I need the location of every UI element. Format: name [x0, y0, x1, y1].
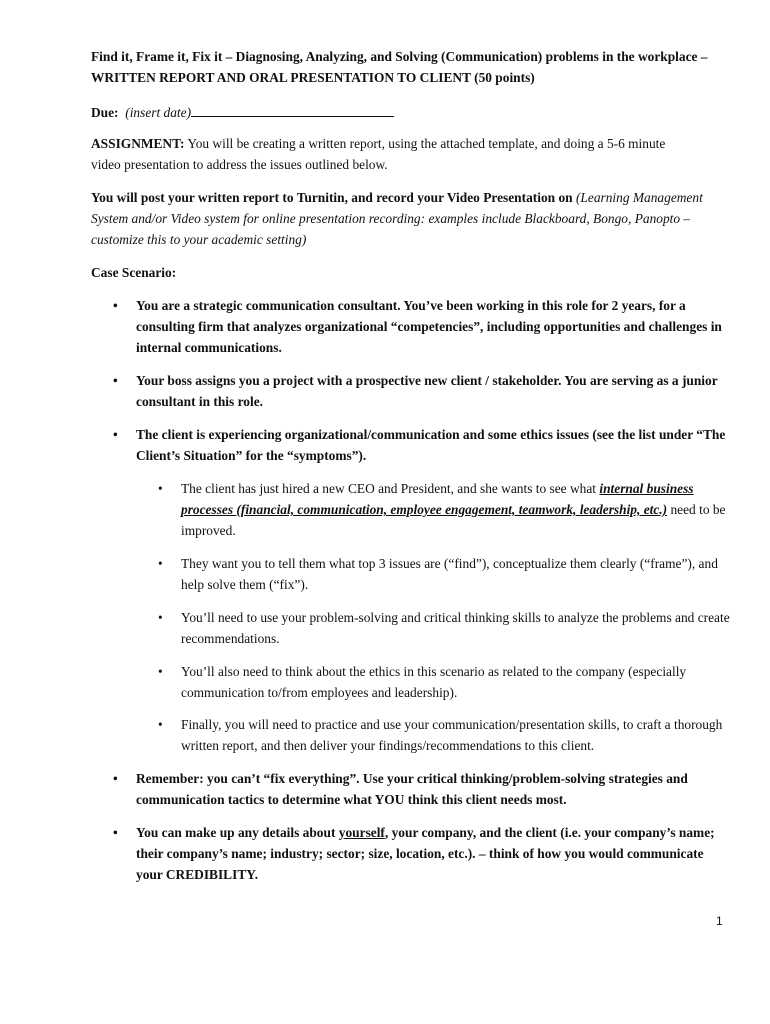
bullet-dot: •	[158, 610, 163, 625]
sub-bullet-text: Finally, you will need to practice and use your communication/presentation skills, to craft a thorough written report, and then deliver your findings/recommendations to this client.	[181, 717, 723, 753]
bullet-dot: •	[158, 481, 163, 496]
bullet-item	[113, 822, 733, 885]
sub-bullet-text: They want you to tell them what top 3 issues are (“find”), conceptualize them clearly (“frame”), and help solve them (“fix”).	[181, 556, 718, 592]
sub-bullet-text-end: need to be improved.	[181, 502, 726, 538]
internal-processes-emphasis: internal business processes (financial, communication, employee engagement, teamwork, leadership, etc.)	[181, 481, 694, 517]
sub-bullet-text: You’ll also need to think about the ethics in this scenario as related to the company (especially communication to/from employees and leadership).	[181, 664, 687, 700]
sub-bullet-text-start: The client has just hired a new CEO and President, and she wants to see what	[181, 481, 597, 496]
post-italic-text: (Learning Management System and/or Video system for online presentation recording: examples include Blackboard, Bongo, Panopto – customize this to your academic setting)	[91, 190, 703, 247]
sub-bullet-item	[158, 714, 743, 756]
sub-bullet-text: You’ll need to use your problem-solving and critical thinking skills to analyze the problems and create recommendations.	[181, 610, 730, 646]
bullet-dot: •	[113, 298, 118, 313]
sub-bullet-item	[158, 661, 743, 703]
bullet-text: Your boss assigns you a project with a prospective new client / stakeholder. You are serving as a junior consultant in this role.	[136, 373, 718, 409]
due-label: Due:	[91, 105, 119, 120]
assignment-paragraph	[91, 133, 691, 175]
due-line	[91, 102, 741, 123]
bullet-dot: •	[158, 717, 163, 732]
bullet-item	[113, 370, 733, 412]
bullet-dot: •	[158, 556, 163, 571]
bullet-text-start: You can make up any details about	[136, 825, 336, 840]
bullet-text	[136, 822, 733, 885]
bullet-text-end: , your company, and the client (i.e. your company’s name; their company’s name; industry; sector; size, location, etc.). – think of how you would communicate your CREDIBILITY.	[136, 825, 715, 882]
bullet-dot: •	[113, 427, 118, 442]
assignment-label: ASSIGNMENT:	[91, 136, 185, 151]
bullet-item	[113, 295, 733, 358]
bullet-dot: •	[113, 771, 118, 786]
bullet-item	[113, 768, 733, 810]
bullet-dot: •	[113, 373, 118, 388]
sub-bullet-text	[181, 478, 743, 541]
bullet-dot: •	[113, 825, 118, 840]
sub-bullet-item	[158, 478, 743, 541]
bullet-text: Remember: you can’t “fix everything”. Use your critical thinking/problem-solving strategies and communication tactics to determine what YOU think this client needs most.	[136, 771, 688, 807]
document-title: Find it, Frame it, Fix it – Diagnosing, Analyzing, and Solving (Communication) problems in the workplace –WRITTEN REPORT AND ORAL PRESENTATION TO CLIENT (50 points)	[91, 49, 708, 85]
bullet-text: You are a strategic communication consultant. You’ve been working in this role for 2 years, for a consulting firm that analyzes organizational “competencies”, including opportunities and challenges in internal communications.	[136, 298, 722, 355]
case-scenario-heading: Case Scenario:	[91, 265, 177, 280]
sub-bullet-item	[158, 553, 743, 595]
post-paragraph	[91, 187, 741, 250]
due-value: (insert date)	[125, 105, 192, 120]
page-number: 1	[716, 914, 723, 928]
due-blank-line	[191, 102, 394, 117]
sub-bullet-item	[158, 607, 743, 649]
post-bold-text: You will post your written report to Turnitin, and record your Video Presentation on	[91, 190, 573, 205]
bullet-item	[113, 424, 733, 466]
bullet-dot: •	[158, 664, 163, 679]
assignment-text: You will be creating a written report, using the attached template, and doing a 5-6 minute video presentation to address the issues outlined below.	[91, 136, 666, 172]
bullet-text: The client is experiencing organizational/communication and some ethics issues (see the list under “The Client’s Situation” for the “symptoms”).	[136, 427, 726, 463]
yourself-underlined: yourself	[338, 825, 385, 840]
